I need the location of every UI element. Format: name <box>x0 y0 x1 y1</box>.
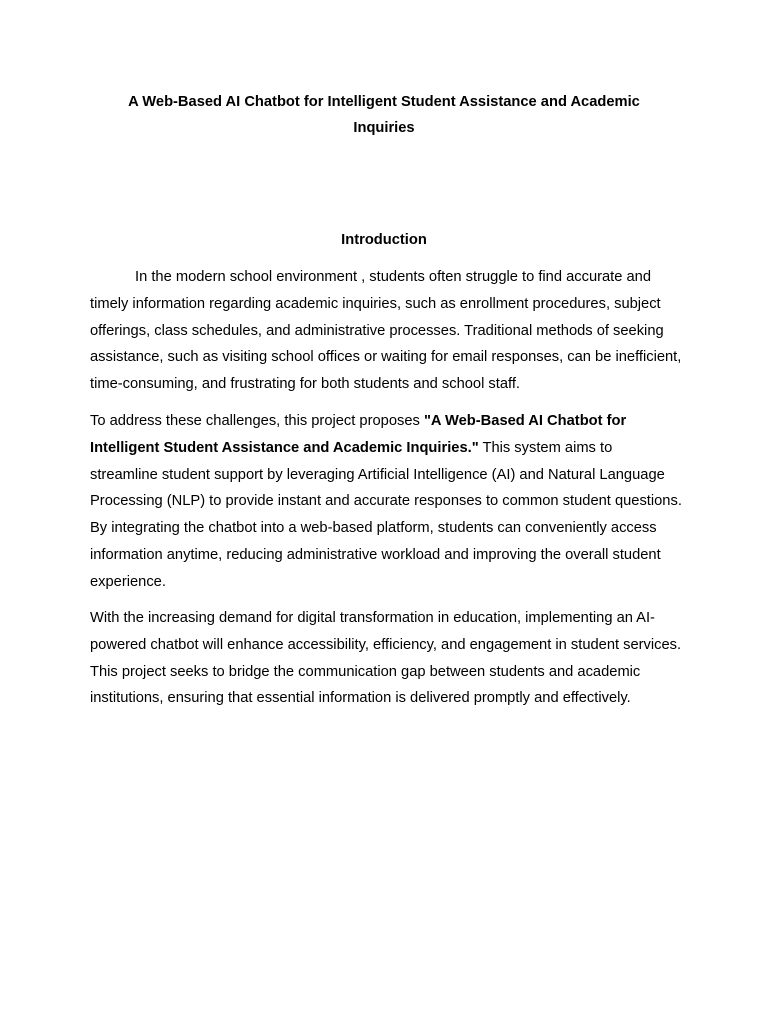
paragraph-2-rest: This system aims to streamline student support by leveraging Artificial Intelligence (AI) and Natural Language Processing (NLP) to provide instant and accurate responses to common student questions. By integrating the chatbot into a web-based platform, students can conveniently access information anytime, reducing administrative workload and improving the overall student experience. <box>90 439 682 590</box>
intro-paragraph-2 <box>90 408 682 596</box>
intro-paragraph-1: In the modern school environment , students often struggle to find accurate and timely information regarding academic inquiries, such as enrollment procedures, subject offerings, class schedules, and administrative processes. Traditional methods of seeking assistance, such as visiting school offices or waiting for email responses, can be inefficient, time-consuming, and frustrating for both students and school staff. <box>90 269 682 393</box>
document-title: A Web-Based AI Chatbot for Intelligent Student Assistance and Academic Inquiries <box>128 94 640 136</box>
paragraph-2-project-title: "A Web-Based AI Chatbot for Intelligent Student Assistance and Academic Inquiries." <box>90 413 627 456</box>
paragraph-2-lead: To address these challenges, this project proposes <box>90 413 424 429</box>
intro-paragraph-3: With the increasing demand for digital transformation in education, implementing an AI-powered chatbot will enhance accessibility, efficiency, and engagement in student services. This project seeks to bridge the communication gap between students and academic institutions, ensuring that essential information is delivered promptly and effectively. <box>90 610 682 707</box>
section-heading: Introduction <box>341 232 427 248</box>
